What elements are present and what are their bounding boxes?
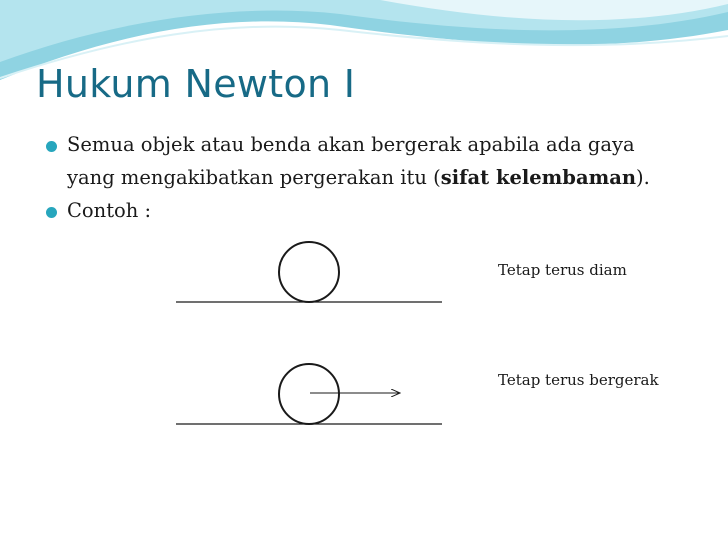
rest-caption: Tetap terus diam bbox=[498, 261, 627, 279]
bullet-text: Semua objek atau benda akan bergerak apabila ada gaya yang mengakibatkan pergerakan itu ( bbox=[67, 133, 635, 189]
motion-ball bbox=[279, 364, 339, 424]
motion-caption: Tetap terus bergerak bbox=[498, 371, 659, 389]
slide-title: Hukum Newton I bbox=[36, 62, 356, 106]
bullet-text: Contoh : bbox=[67, 199, 152, 222]
motion-example bbox=[176, 364, 442, 424]
rest-ball bbox=[279, 242, 339, 302]
rest-example bbox=[176, 242, 442, 302]
bullet-text-end: ). bbox=[636, 166, 650, 189]
bullet-emphasis: sifat kelembaman bbox=[440, 166, 637, 189]
